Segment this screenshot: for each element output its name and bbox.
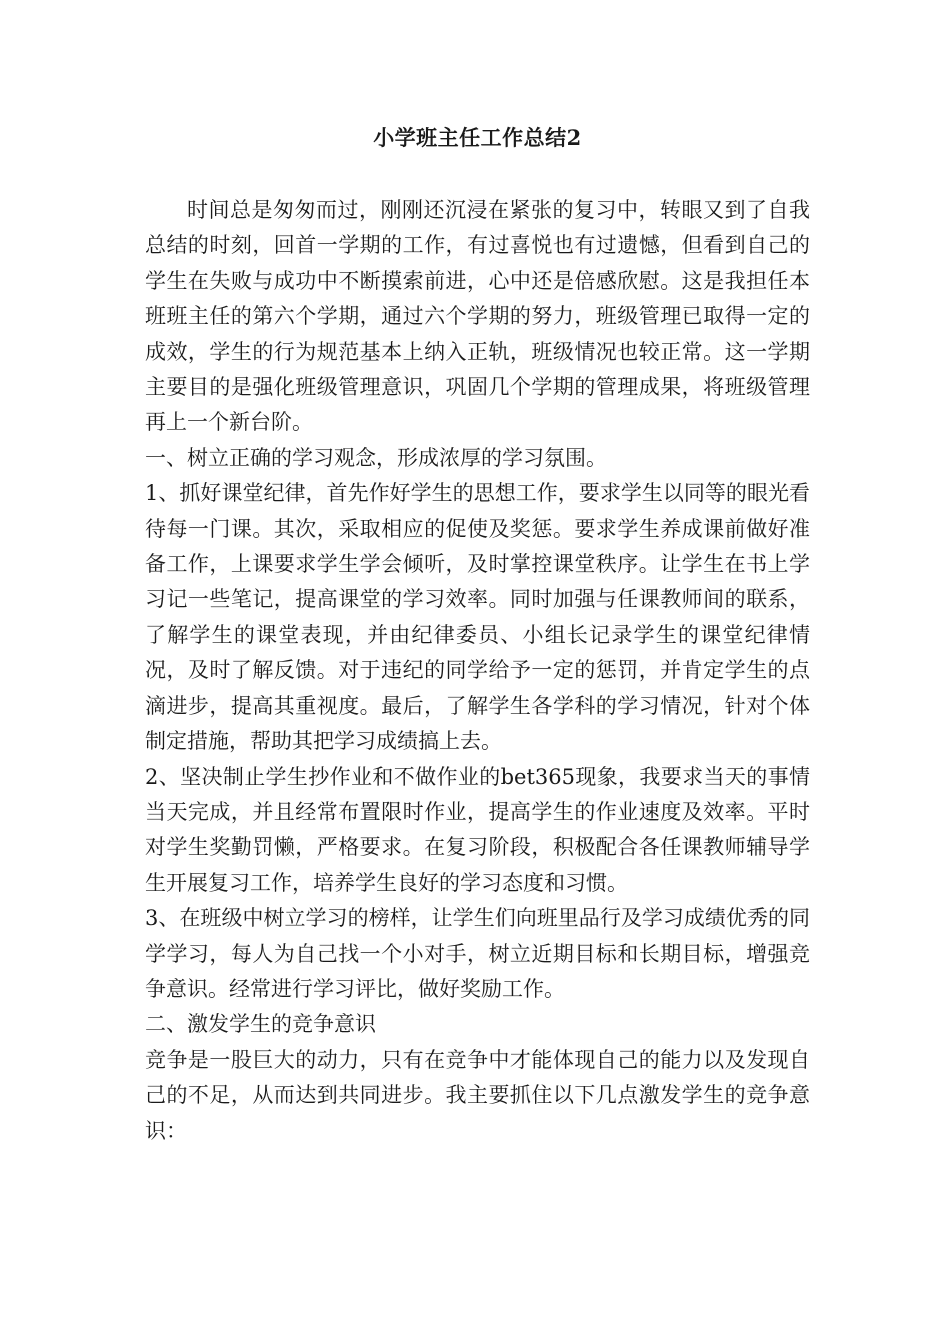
document-title: 小学班主任工作总结2 xyxy=(373,125,582,150)
paragraph-item-3: 3、在班级中树立学习的榜样，让学生们向班里品行及学习成绩优秀的同学学习，每人为自己找一个小对手，树立近期目标和长期目标，增强竞争意识。经常进行学习评比，做好奖励工作。 xyxy=(145,906,810,1001)
document-page xyxy=(145,118,810,1149)
section-heading-2: 二、激发学生的竞争意识 xyxy=(145,1012,376,1037)
paragraph-competition: 竞争是一股巨大的动力，只有在竞争中才能体现自己的能力以及发现自己的不足，从而达到共同进步。我主要抓住以下几点激发学生的竞争意识： xyxy=(145,1047,810,1143)
paragraph-intro: 时间总是匆匆而过，刚刚还沉浸在紧张的复习中，转眼又到了自我总结的时刻，回首一学期的工作，有过喜悦也有过遗憾，但看到自己的学生在失败与成功中不断摸索前进，心中还是倍感欣慰。这是我担任本班班主任的第六个学期，通过六个学期的努力，班级管理已取得一定的成效，学生的行为规范基本上纳入正轨，班级情况也较正常。这一学期主要目的是强化班级管理意识，巩固几个学期的管理成果，将班级管理再上一个新台阶。 xyxy=(145,198,810,435)
section-heading-1: 一、树立正确的学习观念，形成浓厚的学习氛围。 xyxy=(145,445,607,470)
paragraph-item-2: 2、坚决制止学生抄作业和不做作业的bet365现象，我要求当天的事情当天完成，并且经常布置限时作业，提高学生的作业速度及效率。平时对学生奖勤罚懒，严格要求。在复习阶段，积极配合各任课教师辅导学生开展复习工作，培养学生良好的学习态度和习惯。 xyxy=(145,764,810,895)
paragraph-item-1: 1、抓好课堂纪律，首先作好学生的思想工作，要求学生以同等的眼光看待每一门课。其次，采取相应的促使及奖惩。要求学生养成课前做好准备工作，上课要求学生学会倾听，及时掌控课堂秩序。让学生在书上学习记一些笔记，提高课堂的学习效率。同时加强与任课教师间的联系，了解学生的课堂表现，并由纪律委员、小组长记录学生的课堂纪律情况，及时了解反馈。对于违纪的同学给予一定的惩罚，并肯定学生的点滴进步，提高其重视度。最后，了解学生各学科的学习情况，针对个体制定措施，帮助其把学习成绩搞上去。 xyxy=(145,481,810,754)
